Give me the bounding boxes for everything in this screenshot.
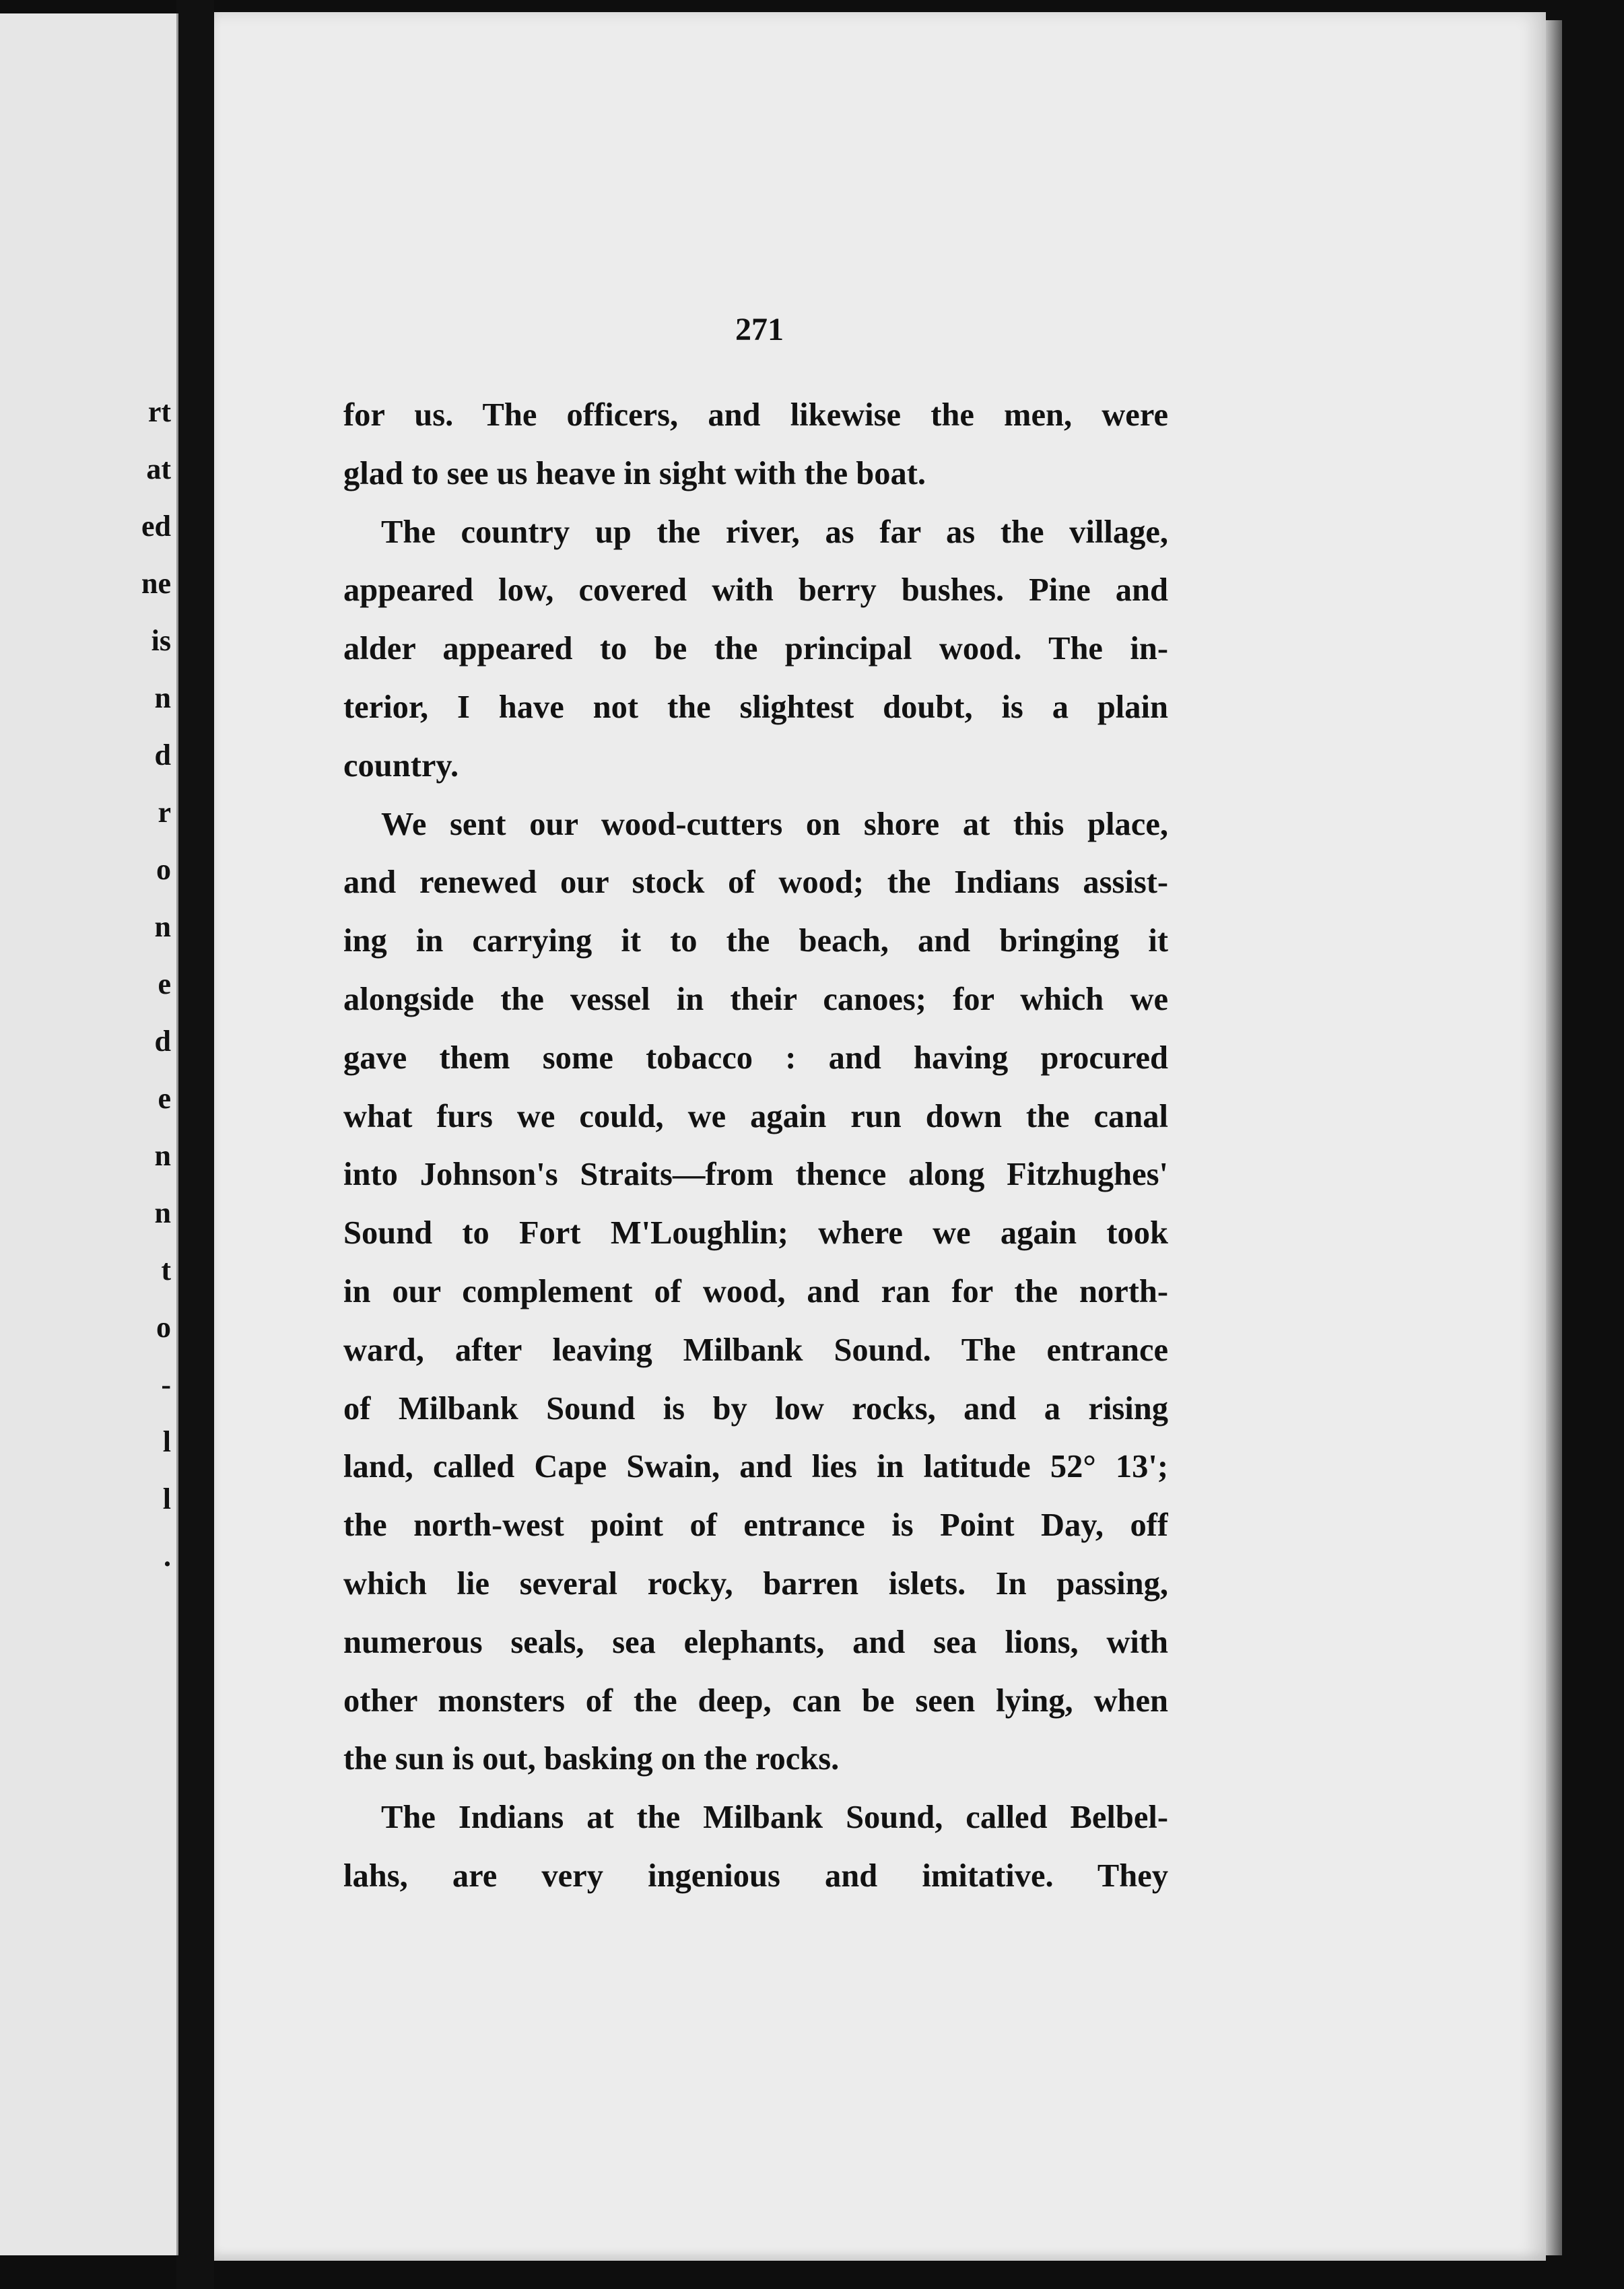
left-page-fragment: n	[154, 1139, 171, 1172]
text-line: of Milbank Sound is by low rocks, and a rising	[343, 1390, 1168, 1427]
left-page-fragment: e	[158, 967, 171, 1000]
text-line: alder appeared to be the principal wood. The in-	[343, 631, 1168, 667]
page-number: 271	[735, 312, 784, 347]
text-line: terior, I have not the slightest doubt, is a plain	[343, 689, 1168, 725]
text-line: We sent our wood-cutters on shore at this place,	[381, 806, 1168, 842]
text-line: other monsters of the deep, can be seen lying, when	[343, 1682, 1168, 1719]
left-page-fragment: n	[154, 681, 171, 714]
left-page-fragment: -	[161, 1368, 171, 1401]
left-page-fragment: o	[156, 853, 171, 886]
text-line: land, called Cape Swain, and lies in latitude 52° 13';	[343, 1449, 1168, 1485]
text-line: The country up the river, as far as the village,	[381, 514, 1168, 550]
text-line: into Johnson's Straits—from thence along Fitzhughes'	[343, 1157, 1168, 1193]
left-page-fragment: d	[154, 1025, 171, 1058]
left-page-fragment: d	[154, 739, 171, 772]
text-line: appeared low, covered with berry bushes. Pine and	[343, 572, 1168, 609]
left-page-fragment: n	[154, 910, 171, 943]
left-page-fragment: is	[151, 624, 171, 657]
left-page-fragment: ed	[141, 510, 171, 543]
page-text	[343, 386, 1168, 1906]
left-page-fragment: l	[162, 1425, 171, 1458]
left-page-fragment: t	[161, 1254, 171, 1287]
left-page-fragment: at	[146, 452, 171, 485]
text-line: the sun is out, basking on the rocks.	[343, 1741, 840, 1777]
page-edge-shadow	[1546, 20, 1562, 2255]
text-line: the north-west point of entrance is Point Day, off	[343, 1507, 1168, 1544]
text-line: for us. The officers, and likewise the men, were	[343, 397, 1168, 433]
text-line: glad to see us heave in sight with the boat.	[343, 455, 926, 491]
text-line: gave them some tobacco : and having procured	[343, 1039, 1168, 1076]
text-line: alongside the vessel in their canoes; for which we	[343, 981, 1168, 1017]
left-page-fragment: o	[156, 1311, 171, 1344]
text-line: in our complement of wood, and ran for the north-	[343, 1273, 1168, 1309]
left-page-fragment: .	[164, 1540, 171, 1573]
left-page-fragment: n	[154, 1196, 171, 1229]
text-line: what furs we could, we again run down the canal	[343, 1098, 1168, 1134]
text-line: country.	[343, 747, 459, 784]
text-line: lahs, are very ingenious and imitative. They	[343, 1857, 1168, 1894]
text-line: The Indians at the Milbank Sound, called Belbel-	[381, 1800, 1168, 1836]
text-line: ward, after leaving Milbank Sound. The entrance	[343, 1332, 1168, 1368]
left-page-fragment: rt	[147, 395, 171, 428]
book-gutter	[176, 0, 214, 2289]
left-page-fragment: l	[162, 1482, 171, 1515]
text-line: which lie several rocky, barren islets. In passing,	[343, 1565, 1168, 1602]
left-page-fragment: r	[158, 796, 171, 829]
left-facing-page	[0, 13, 178, 2255]
left-page-fragment: e	[158, 1082, 171, 1115]
text-line: and renewed our stock of wood; the Indians assist-	[343, 864, 1168, 901]
text-line: numerous seals, sea elephants, and sea lions, with	[343, 1624, 1168, 1660]
text-line: ing in carrying it to the beach, and bringing it	[343, 923, 1168, 959]
left-page-fragment: ne	[141, 567, 171, 600]
text-line: Sound to Fort M'Loughlin; where we again took	[343, 1215, 1168, 1252]
